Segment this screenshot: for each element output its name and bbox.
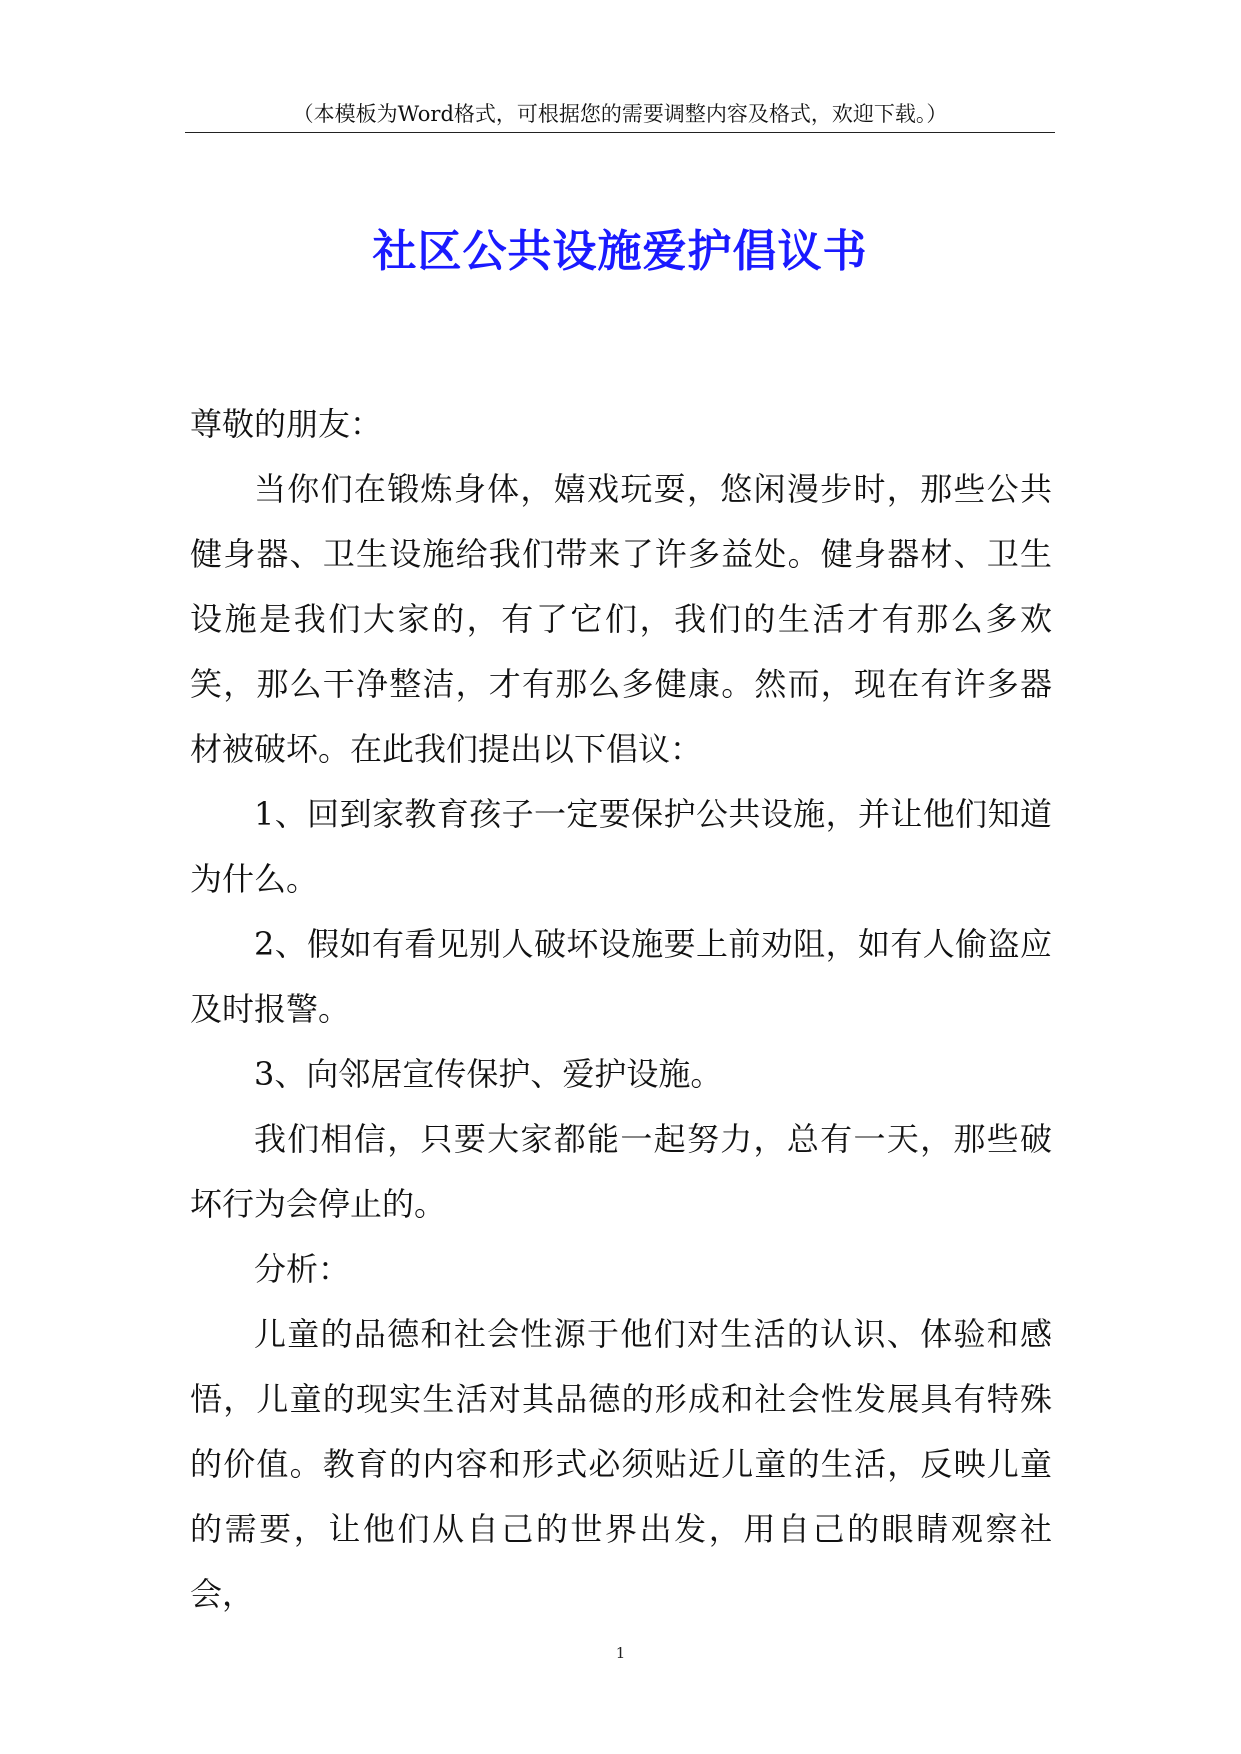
paragraph-proposal-3: 3、向邻居宣传保护、爱护设施。 [254,1055,723,1093]
page-number: 1 [615,1644,626,1662]
paragraph-closing: 我们相信，只要大家都能一起努力，总有一天，那些破坏行为会停止的。 [190,1120,1052,1223]
document-title: 社区公共设施爱护倡议书 [372,226,868,277]
header-divider [185,132,1055,133]
salutation: 尊敬的朋友： [190,405,383,443]
paragraph-analysis: 儿童的品德和社会性源于他们对生活的认识、体验和感悟，儿童的现实生活对其品德的形成和社会性发展具有特殊的价值。教育的内容和形式必须贴近儿童的生活，反映儿童的需要，让他们从自己的世界出发，用自己的眼睛观察社会， [190,1315,1052,1613]
document-body [190,392,1052,1627]
paragraph-proposal-2: 2、假如有看见别人破坏设施要上前劝阻，如有人偷盗应及时报警。 [190,925,1052,1028]
paragraph-analysis-heading: 分析： [254,1250,351,1288]
paragraph-proposal-1: 1、回到家教育孩子一定要保护公共设施，并让他们知道为什么。 [190,795,1052,898]
paragraph-intro: 当你们在锻炼身体，嬉戏玩耍，悠闲漫步时，那些公共健身器、卫生设施给我们带来了许多益处。健身器材、卫生设施是我们大家的，有了它们，我们的生活才有那么多欢笑，那么干净整洁，才有那么多健康。然而，现在有许多器材被破坏。在此我们提出以下倡议： [190,470,1052,768]
header-note: （本模板为Word格式，可根据您的需要调整内容及格式，欢迎下载。） [292,102,948,126]
